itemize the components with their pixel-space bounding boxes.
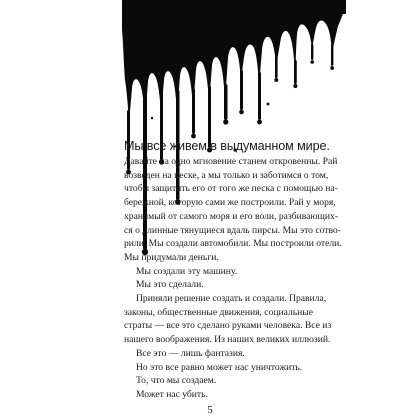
text-line: ся о длинные тянущиеся вдаль пирсы. Мы это сотво- [124, 224, 341, 236]
text-line: чтобы защитить его от того же песка с помощью на- [124, 183, 338, 195]
paragraph-lines [124, 155, 342, 402]
text-line: нашего воображения. Из наших великих иллюзий. [124, 334, 331, 346]
text-line: рили. Мы создали автомобили. Мы построили отели. [124, 238, 342, 250]
text-line: возведен на песке, а мы только и заботимся о том, [124, 169, 329, 181]
text-line: Мы создали эту машину. [136, 265, 238, 277]
text-line: Мы придумали деньги. [124, 251, 219, 263]
text-line: Мы это сделали. [136, 279, 204, 291]
text-line: Приняли решение создать и создали. Правила, [136, 293, 327, 305]
text-block [124, 138, 342, 402]
page-number: 5 [207, 404, 213, 416]
text-line: бережной, которую сами же построили. Рай у моря, [124, 197, 336, 209]
text-line: законы, общественные движения, социальные [124, 306, 313, 318]
text-line: То, что мы создаем. [136, 375, 217, 387]
text-line: Может нас убить. [136, 388, 208, 400]
lead-sentence: Мы все живем в выдуманном мире. [124, 139, 330, 153]
text-line: Но это все равно может нас уничтожить. [136, 361, 303, 373]
text-line: Давайте на одно мгновение станем откровенны. Рай [124, 156, 338, 167]
text-line: Все это — лишь фантазия. [136, 347, 245, 359]
text-line: страты — все это сделано руками человека. Все из [124, 320, 332, 332]
text-line: хранимый от самого моря и его воли, разбивающих- [124, 210, 339, 222]
